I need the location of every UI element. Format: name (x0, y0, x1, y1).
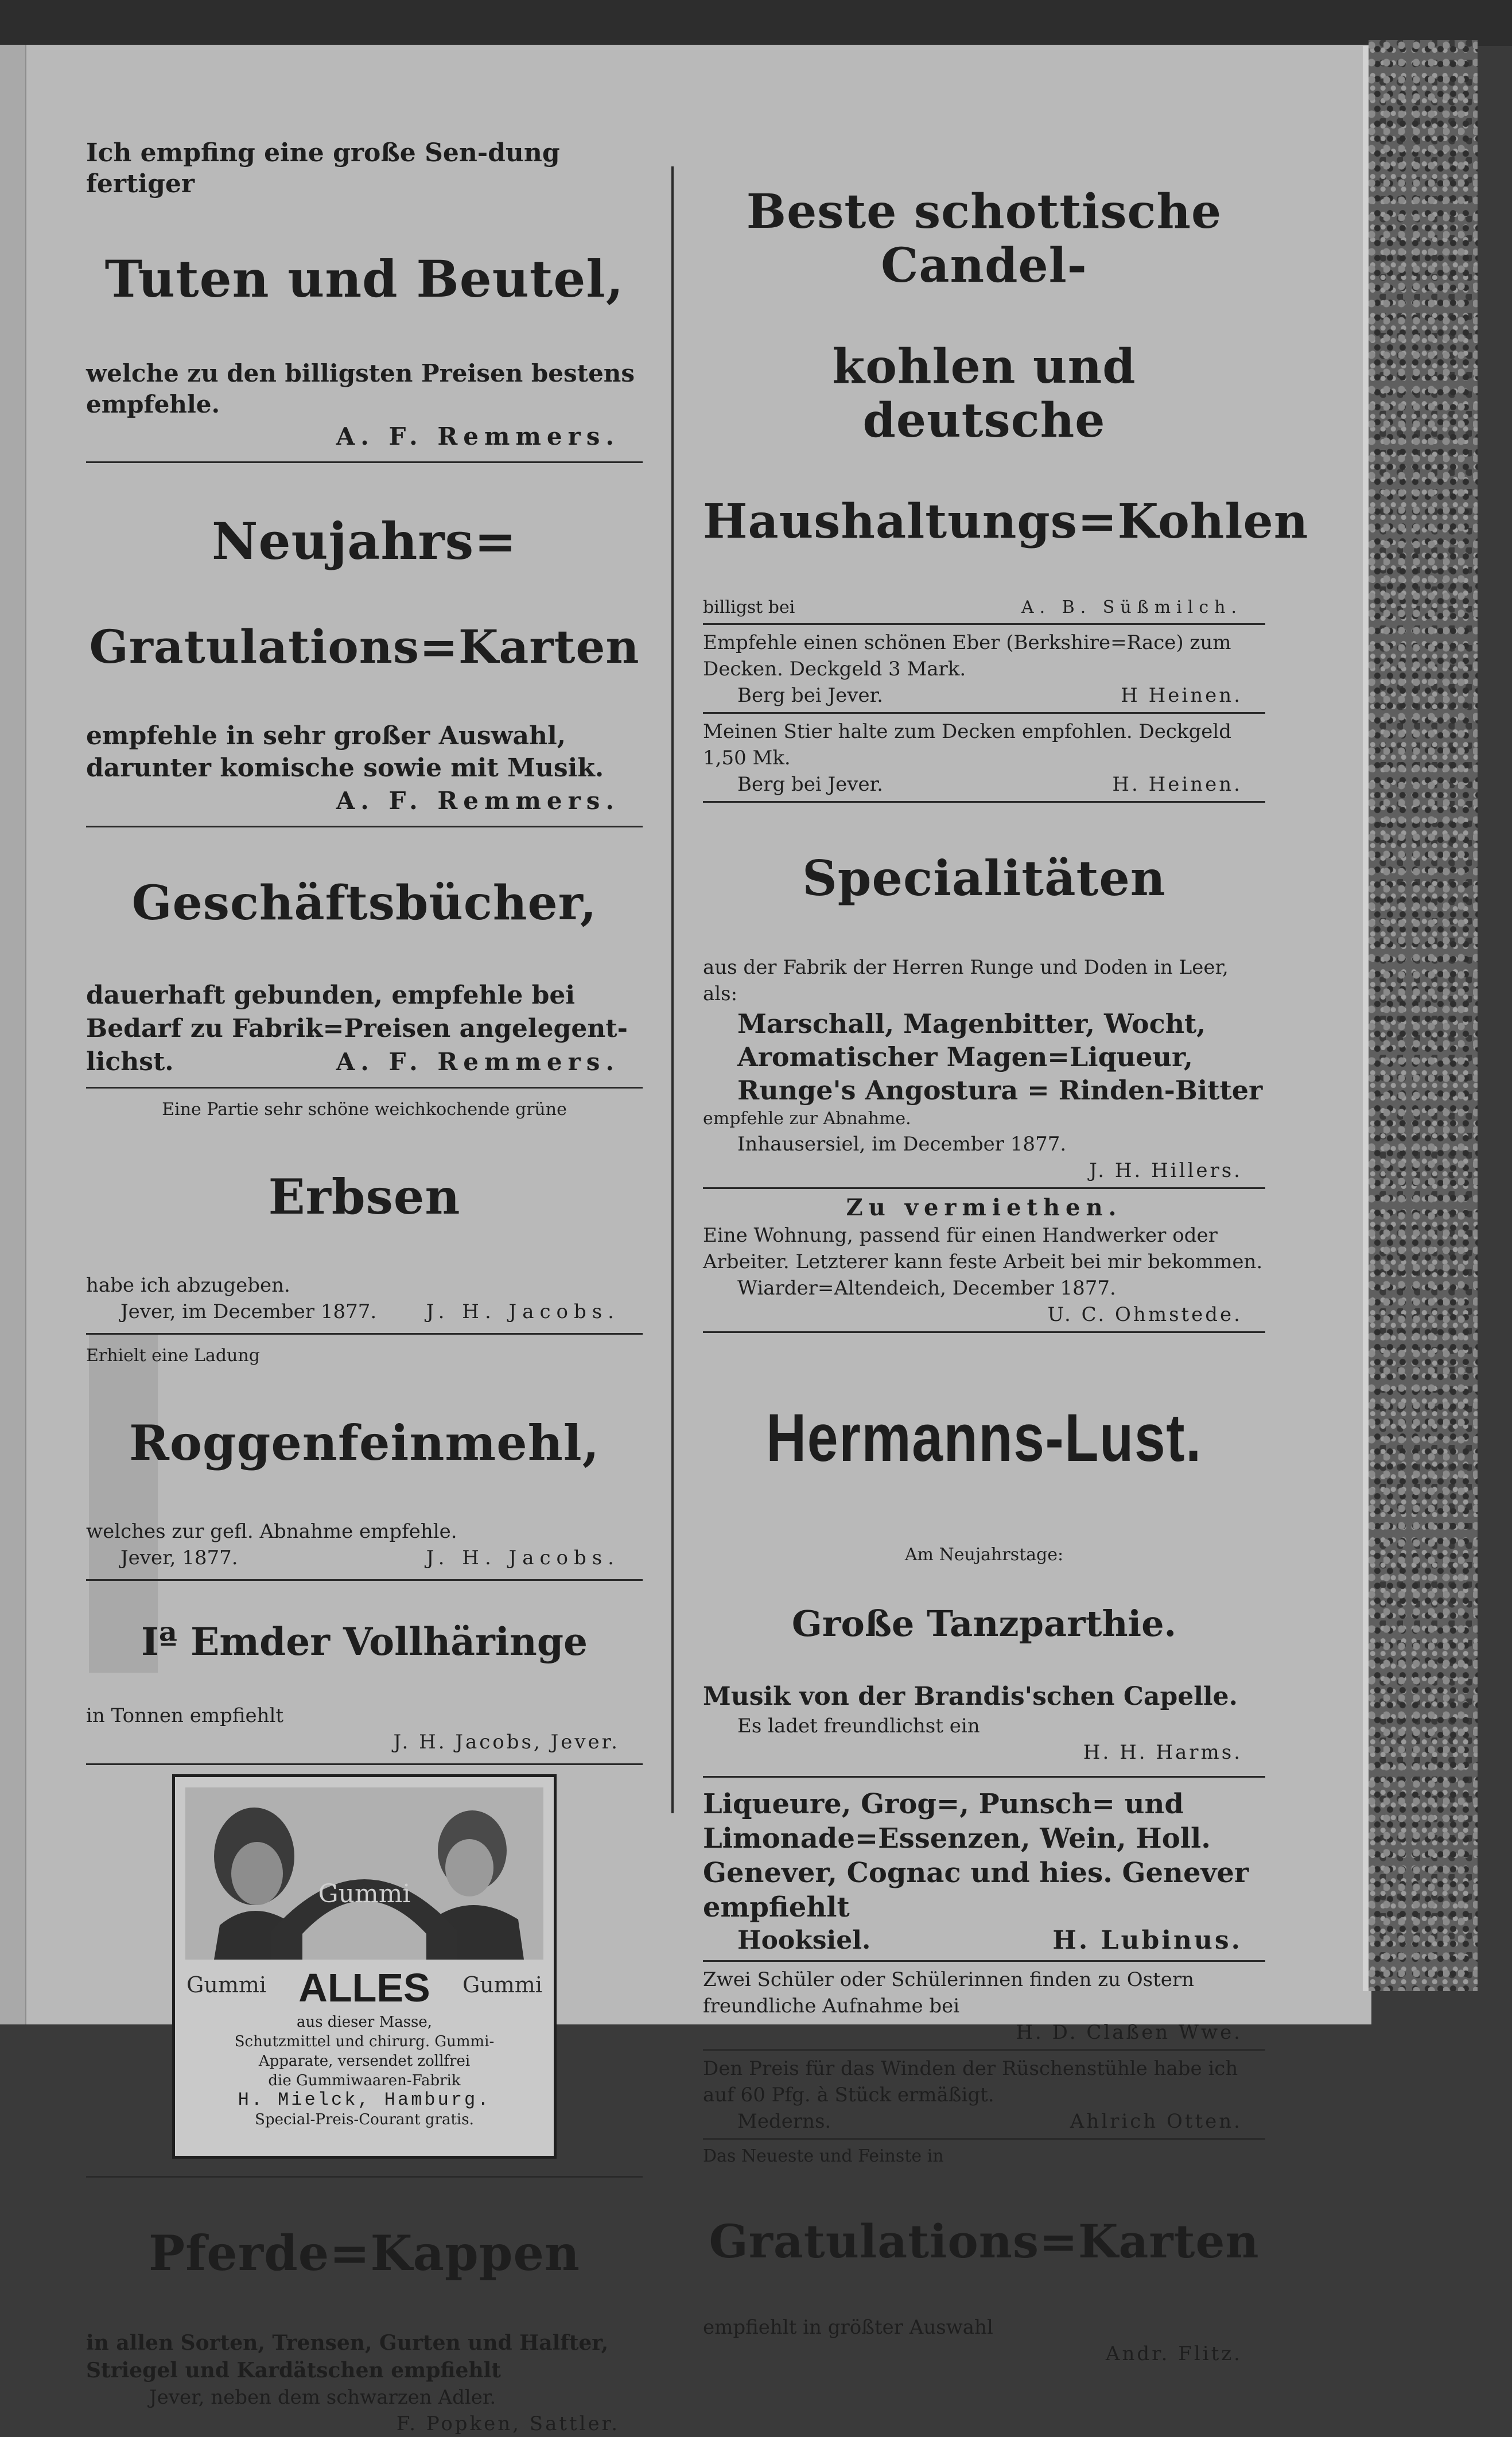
ad-text: billigst bei (703, 597, 795, 617)
ad-text: welches zur gefl. Abnahme empfehle. (86, 1520, 457, 1543)
ad-items: Marschall, Magenbitter, Wocht, Aromatischer Magen=Liqueur, Runge's Angostura = Rinden-Bitter (737, 1008, 1263, 1106)
ad-schueler (703, 1966, 1265, 2046)
ad-footer (703, 1925, 1265, 1957)
ad-text: Liqueure, Grog=, Punsch= und Limonade=Essenzen, Wein, Holl. Genever, Cognac und hies. Genever empfiehlt (703, 1788, 1249, 1923)
gummi-line3: Apparate, versendet zollfrei (258, 2053, 471, 2070)
ad-signature: A. B. Süßmilch. (1021, 597, 1242, 617)
ad-headline-line2: kohlen und deutsche (832, 339, 1136, 448)
gummi-arch-text: Gummi (318, 1879, 411, 1909)
ad-separator (86, 1579, 643, 1581)
ad-kohlen (703, 184, 1309, 620)
ad-headline: Geschäftsbücher, (131, 876, 597, 931)
ad-text: Es ladet freundlichst ein (737, 1715, 980, 1738)
ad-headline: Tuten und Beutel, (104, 249, 624, 309)
ad-signature: A. F. Remmers. (336, 422, 620, 450)
ad-signature: H. Lubinus. (1052, 1926, 1242, 1955)
ad-place: Berg bei Jever. (737, 684, 883, 707)
ad-erbsen (86, 1098, 643, 1325)
ad-place: Jever, neben dem schwarzen Adler. (149, 2386, 496, 2409)
ad-headline-line1: Beste schottische Candel- (746, 184, 1222, 293)
ad-signature: J. H. Jacobs. (426, 1300, 620, 1323)
ad-separator (703, 2138, 1265, 2140)
ad-headline-line2: Gratulations=Karten (89, 620, 640, 674)
ad-headline: Zu vermiethen. (846, 1194, 1122, 1221)
ad-footer (703, 771, 1265, 798)
ad-geschaeftsbuecher (86, 874, 643, 1079)
ad-intro: Das Neueste und Feinste in (703, 2146, 944, 2166)
ad-gummi-illustration (86, 1774, 643, 2159)
ad-tuten-beutel (86, 138, 643, 453)
ad-specialitaeten (703, 851, 1265, 1184)
ad-separator (703, 1960, 1265, 1962)
ad-text: Zwei Schüler oder Schülerinnen finden zu Ostern freundliche Aufnahme bei (703, 1968, 1195, 2018)
ad-stier (703, 718, 1265, 798)
ad-signature: J. H. Jacobs, Jever. (393, 1731, 620, 1754)
ad-separator (703, 2049, 1265, 2051)
ad-intro: Am Neujahrstage: (904, 1545, 1064, 1565)
gummi-line1: aus dieser Masse, (296, 2014, 433, 2031)
ad-separator (703, 801, 1265, 803)
ad-headline: Specialitäten (802, 850, 1166, 907)
gummi-line4: die Gummiwaaren-Fabrik (268, 2072, 461, 2089)
gummi-portraits-image (185, 1787, 543, 1960)
gummi-caption (175, 2012, 554, 2129)
ad-headline: Iª Emder Vollhäringe (141, 1619, 588, 1664)
ad-place: Hooksiel. (737, 1926, 871, 1955)
ad-headline: Erbsen (268, 1168, 461, 1225)
ad-text: Empfehle einen schönen Eber (Berkshire=Race) zum Decken. Deckgeld 3 Mark. (703, 631, 1231, 681)
gummi-engraving (172, 1774, 557, 2159)
ad-signature: J. H. Hillers. (1089, 1159, 1242, 1182)
ad-footer (86, 1299, 643, 1325)
ad-place: Berg bei Jever. (737, 773, 883, 796)
ad-place: Inhausersiel, im December 1877. (737, 1133, 1067, 1156)
ad-separator (86, 1087, 643, 1089)
ad-separator (703, 1187, 1265, 1189)
ad-place: Jever, im December 1877. (121, 1300, 377, 1323)
ad-text: in allen Sorten, Trensen, Gurten und Halfter, Striegel und Kardätschen empfiehlt (86, 2331, 609, 2382)
ad-separator (86, 2176, 643, 2178)
ad-signature: A. F. Remmers. (336, 787, 620, 815)
ad-text: in Tonnen empfiehlt (86, 1704, 284, 1727)
ad-place: Wiarder=Altendeich, December 1877. (737, 1277, 1116, 1300)
ad-signature: F. Popken, Sattler. (396, 2412, 620, 2435)
ad-signature: H. D. Claßen Wwe. (1016, 2021, 1242, 2044)
ad-signature: J. H. Jacobs. (426, 1546, 620, 1569)
ad-footer (703, 596, 1265, 620)
ad-hermanns-lust (703, 1401, 1265, 1766)
ad-separator (86, 1333, 643, 1335)
ad-subheadline: Große Tanzparthie. (791, 1603, 1177, 1645)
ad-separator (86, 826, 643, 827)
gummi-side-left: Gummi (186, 1972, 267, 1997)
ad-text: Meinen Stier halte zum Decken empfohlen. Deckgeld 1,50 Mk. (703, 720, 1232, 769)
ad-separator (86, 1763, 643, 1765)
ad-headline-line3: Haushaltungs=Kohlen (703, 494, 1309, 549)
ad-footer (703, 682, 1265, 709)
ad-neujahrs-karten (86, 511, 643, 818)
ad-headline-line1: Neujahrs= (212, 511, 517, 571)
ad-text: empfehle in sehr großer Auswahl, darunter komische sowie mit Musik. (86, 721, 604, 783)
ad-liqueure (703, 1787, 1265, 1957)
ad-text: empfehle zur Abnahme. (703, 1109, 911, 1129)
ad-text: habe ich abzugeben. (86, 1274, 290, 1297)
ad-eber (703, 629, 1265, 709)
ad-place: Jever, 1877. (121, 1546, 238, 1569)
gummi-line2: Schutzmittel und chirurg. Gummi- (234, 2033, 495, 2050)
ad-text: Den Preis für das Winden der Rüschenstühle habe ich auf 60 Pfg. à Stück ermäßigt. (703, 2057, 1238, 2106)
ad-place: Mederns. (737, 2110, 831, 2133)
gummi-firm: H. Mielck, Hamburg. (238, 2089, 491, 2110)
column-divider (671, 166, 674, 1813)
gummi-line5: Special-Preis-Courant gratis. (255, 2111, 474, 2128)
ad-intro: Ich empfing eine große Sen-dung fertiger (86, 138, 560, 199)
left-column (86, 138, 643, 2437)
ad-gratulations-karten (703, 2144, 1265, 2367)
ad-headline: Hermanns-Lust. (766, 1400, 1202, 1476)
ad-headline: Roggenfeinmehl, (129, 1414, 600, 1471)
ad-signature: Andr. Flitz. (1105, 2342, 1242, 2365)
ad-pferde-kappen (86, 2226, 643, 2437)
ad-text: Eine Wohnung, passend für einen Handwerker oder Arbeiter. Letzterer kann feste Arbeit bei mir bekommen. (703, 1224, 1263, 1273)
ad-footer (703, 2108, 1265, 2135)
ad-separator (86, 461, 643, 463)
ad-text: welche zu den billigsten Preisen bestens empfehle. (86, 359, 635, 418)
page-gutter (0, 45, 26, 2024)
ad-footer (703, 2314, 1265, 2341)
ad-separator (703, 1776, 1265, 1778)
right-column (703, 138, 1309, 2367)
ad-roggenfeinmehl (86, 1344, 643, 1571)
ad-headline: Pferde=Kappen (149, 2225, 580, 2281)
ad-subheadline-2: Musik von der Brandis'schen Capelle. (703, 1682, 1238, 1711)
gummi-alles: ALLES (298, 1965, 430, 2010)
ad-signature: H Heinen. (1121, 684, 1242, 707)
ad-signature: U. C. Ohmstede. (1047, 1303, 1242, 1326)
ad-separator (703, 623, 1265, 625)
scanner-background (0, 0, 1512, 46)
ad-vollhaeringe (86, 1619, 643, 1755)
ad-intro: aus der Fabrik der Herren Runge und Doden in Leer, als: (703, 956, 1229, 1005)
ad-signature: H. Heinen. (1112, 773, 1242, 796)
ad-separator (703, 1331, 1265, 1333)
ad-text: dauerhaft gebunden, empfehle bei Bedarf zu Fabrik=Preisen angelegent-lichst. (86, 981, 628, 1076)
ad-signature: Ahlrich Otten. (1070, 2110, 1242, 2133)
marbled-binding (1369, 40, 1478, 1991)
ad-zu-vermiethen (703, 1194, 1265, 1328)
ad-intro: Eine Partie sehr schöne weichkochende grüne (162, 1099, 567, 1120)
ad-text: empfiehlt in größter Auswahl (703, 2316, 993, 2339)
ad-footer (86, 1545, 643, 1571)
ad-separator (703, 712, 1265, 714)
ad-rueschenstuehle (703, 2055, 1265, 2135)
ad-headline: Gratulations=Karten (709, 2214, 1260, 2268)
gummi-side-right: Gummi (462, 1972, 542, 1997)
ad-intro: Erhielt eine Ladung (86, 1346, 260, 1366)
ad-signature: A. F. Remmers. (336, 1048, 620, 1076)
ad-signature: H. H. Harms. (1083, 1741, 1242, 1764)
